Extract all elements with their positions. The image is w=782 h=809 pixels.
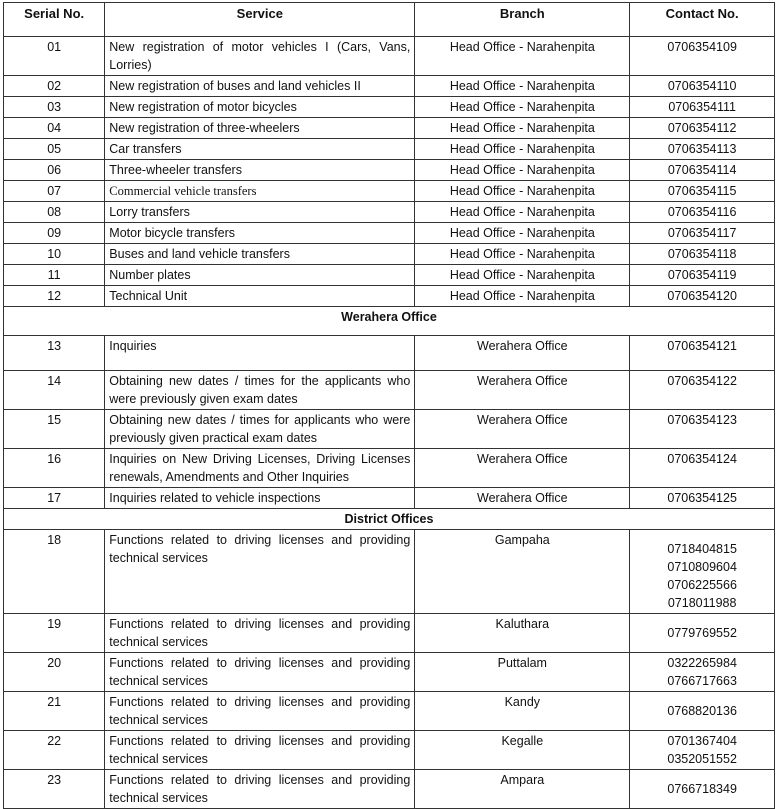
- contact-cell: 0706354119: [630, 265, 775, 286]
- service-cell: Functions related to driving licenses and providing technical services: [105, 614, 415, 653]
- branch-cell: Head Office - Narahenpita: [415, 97, 630, 118]
- serial-cell: 11: [4, 265, 105, 286]
- branch-cell: Werahera Office: [415, 449, 630, 488]
- header-serial: Serial No.: [4, 3, 105, 37]
- table-body: [4, 37, 775, 809]
- contact-cell: [630, 614, 775, 653]
- service-cell: Buses and land vehicle transfers: [105, 244, 415, 265]
- service-cell: New registration of motor vehicles I (Cars, Vans, Lorries): [105, 37, 415, 76]
- service-cell: Three-wheeler transfers: [105, 160, 415, 181]
- branch-cell: Head Office - Narahenpita: [415, 244, 630, 265]
- table-row: [4, 265, 775, 286]
- phone-number: 0766718349: [667, 782, 737, 796]
- service-cell: Motor bicycle transfers: [105, 223, 415, 244]
- contact-cell: 0706354110: [630, 76, 775, 97]
- table-row: [4, 449, 775, 488]
- phone-number: 0718011988: [667, 596, 737, 610]
- table-header: [4, 3, 775, 37]
- service-cell: Commercial vehicle transfers: [105, 181, 415, 202]
- table-row: [4, 244, 775, 265]
- section-row: [4, 307, 775, 336]
- branch-cell: Head Office - Narahenpita: [415, 76, 630, 97]
- branch-cell: Werahera Office: [415, 371, 630, 410]
- contact-cell: 0706354115: [630, 181, 775, 202]
- branch-cell: Head Office - Narahenpita: [415, 181, 630, 202]
- branch-cell: Ampara: [415, 770, 630, 809]
- service-cell: Car transfers: [105, 139, 415, 160]
- serial-cell: 15: [4, 410, 105, 449]
- contact-cell: 0706354112: [630, 118, 775, 139]
- serial-cell: 21: [4, 692, 105, 731]
- phone-number: 0706225566: [667, 578, 737, 592]
- service-cell: New registration of motor bicycles: [105, 97, 415, 118]
- contact-cell: 0706354111: [630, 97, 775, 118]
- contact-cell: 0706354123: [630, 410, 775, 449]
- serial-cell: 01: [4, 37, 105, 76]
- phone-number: 0352051552: [667, 752, 737, 766]
- table-row: [4, 286, 775, 307]
- serial-cell: 20: [4, 653, 105, 692]
- table-row: [4, 410, 775, 449]
- serial-cell: 02: [4, 76, 105, 97]
- branch-cell: Puttalam: [415, 653, 630, 692]
- serial-cell: 22: [4, 731, 105, 770]
- service-cell: Functions related to driving licenses and providing technical services: [105, 770, 415, 809]
- contacts-table: [3, 2, 775, 809]
- phone-number: 0710809604: [667, 560, 737, 574]
- phone-number: 0322265984: [667, 656, 737, 670]
- table-row: [4, 118, 775, 139]
- contact-cell: 0706354122: [630, 371, 775, 410]
- contact-cell: [630, 692, 775, 731]
- contact-cell: 0706354121: [630, 336, 775, 371]
- phone-number: 0718404815: [667, 542, 737, 556]
- branch-cell: Werahera Office: [415, 336, 630, 371]
- table-row: [4, 37, 775, 76]
- table-row: [4, 653, 775, 692]
- serial-cell: 03: [4, 97, 105, 118]
- serial-cell: 14: [4, 371, 105, 410]
- serial-cell: 04: [4, 118, 105, 139]
- contact-cell: [630, 731, 775, 770]
- contact-cell: 0706354125: [630, 488, 775, 509]
- serial-cell: 18: [4, 530, 105, 614]
- table-row: [4, 336, 775, 371]
- section-row: [4, 509, 775, 530]
- serial-cell: 17: [4, 488, 105, 509]
- contact-cell: [630, 770, 775, 809]
- service-cell: Obtaining new dates / times for applicants who were previously given practical exam dates: [105, 410, 415, 449]
- serial-cell: 19: [4, 614, 105, 653]
- phone-number: 0701367404: [667, 734, 737, 748]
- header-contact: Contact No.: [630, 3, 775, 37]
- branch-cell: Kegalle: [415, 731, 630, 770]
- contact-cell: 0706354124: [630, 449, 775, 488]
- service-cell: Functions related to driving licenses and providing technical services: [105, 653, 415, 692]
- table-row: [4, 160, 775, 181]
- contact-cell: [630, 653, 775, 692]
- section-heading-district: District Offices: [4, 509, 775, 530]
- service-cell: Functions related to driving licenses and providing technical services: [105, 731, 415, 770]
- header-branch: Branch: [415, 3, 630, 37]
- serial-cell: 07: [4, 181, 105, 202]
- service-cell: Inquiries related to vehicle inspections: [105, 488, 415, 509]
- contact-cell: 0706354116: [630, 202, 775, 223]
- branch-cell: Head Office - Narahenpita: [415, 265, 630, 286]
- table-row: [4, 181, 775, 202]
- serial-cell: 13: [4, 336, 105, 371]
- serial-cell: 09: [4, 223, 105, 244]
- serial-cell: 16: [4, 449, 105, 488]
- phone-number: 0768820136: [667, 704, 737, 718]
- table-row: [4, 202, 775, 223]
- contact-cell: 0706354109: [630, 37, 775, 76]
- branch-cell: Head Office - Narahenpita: [415, 223, 630, 244]
- table-row: [4, 488, 775, 509]
- contact-cell: 0706354114: [630, 160, 775, 181]
- phone-number: 0766717663: [667, 674, 737, 688]
- contact-cell: 0706354117: [630, 223, 775, 244]
- phone-number: 0779769552: [667, 626, 737, 640]
- service-cell: Functions related to driving licenses and providing technical services: [105, 692, 415, 731]
- header-service: Service: [105, 3, 415, 37]
- table-row: [4, 97, 775, 118]
- contact-cell: 0706354120: [630, 286, 775, 307]
- service-cell: Functions related to driving licenses and providing technical services: [105, 530, 415, 614]
- section-heading-werahera: Werahera Office: [4, 307, 775, 336]
- service-cell: Obtaining new dates / times for the applicants who were previously given exam dates: [105, 371, 415, 410]
- serial-cell: 23: [4, 770, 105, 809]
- branch-cell: Head Office - Narahenpita: [415, 160, 630, 181]
- service-cell: Number plates: [105, 265, 415, 286]
- branch-cell: Kaluthara: [415, 614, 630, 653]
- table-row: [4, 731, 775, 770]
- table-row: [4, 614, 775, 653]
- service-cell: Lorry transfers: [105, 202, 415, 223]
- branch-cell: Head Office - Narahenpita: [415, 202, 630, 223]
- branch-cell: Head Office - Narahenpita: [415, 37, 630, 76]
- branch-cell: Kandy: [415, 692, 630, 731]
- table-row: [4, 139, 775, 160]
- branch-cell: Head Office - Narahenpita: [415, 118, 630, 139]
- serial-cell: 10: [4, 244, 105, 265]
- serial-cell: 08: [4, 202, 105, 223]
- contact-cell: [630, 530, 775, 614]
- branch-cell: Werahera Office: [415, 410, 630, 449]
- table-row: [4, 76, 775, 97]
- service-cell: Inquiries on New Driving Licenses, Driving Licenses renewals, Amendments and Other Inquiries: [105, 449, 415, 488]
- serial-cell: 05: [4, 139, 105, 160]
- service-cell: Inquiries: [105, 336, 415, 371]
- branch-cell: Gampaha: [415, 530, 630, 614]
- table-row: [4, 692, 775, 731]
- service-cell: New registration of three-wheelers: [105, 118, 415, 139]
- branch-cell: Head Office - Narahenpita: [415, 139, 630, 160]
- service-cell: Technical Unit: [105, 286, 415, 307]
- branch-cell: Head Office - Narahenpita: [415, 286, 630, 307]
- serial-cell: 06: [4, 160, 105, 181]
- table-row: [4, 770, 775, 809]
- contact-cell: 0706354113: [630, 139, 775, 160]
- service-cell: New registration of buses and land vehicles II: [105, 76, 415, 97]
- table-row: [4, 371, 775, 410]
- branch-cell: Werahera Office: [415, 488, 630, 509]
- contact-cell: 0706354118: [630, 244, 775, 265]
- table-row: [4, 223, 775, 244]
- table-row: [4, 530, 775, 614]
- serial-cell: 12: [4, 286, 105, 307]
